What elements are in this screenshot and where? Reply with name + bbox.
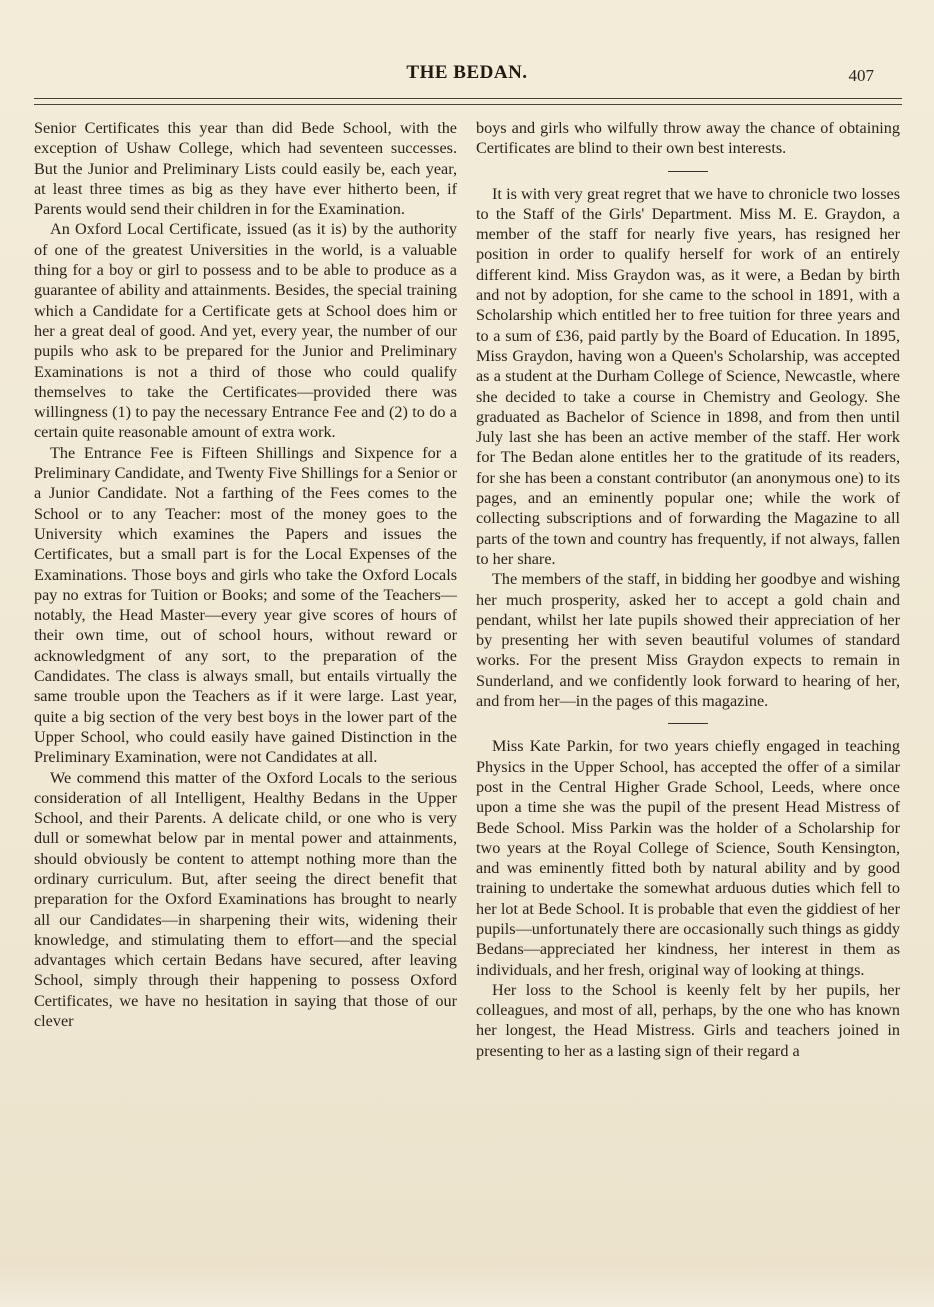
right-column	[476, 118, 900, 1061]
paragraph: The Entrance Fee is Fifteen Shillings and Sixpence for a Preliminary Candidate, and Twenty Five Shillings for a Senior or a Junior Candidate. Not a farthing of the Fees comes to the School or to any Teacher: most of the money goes to the University which examines the Papers and issues the Certificates, but a small part is for the Local Expenses of the Examinations. Those boys and girls who take the Oxford Locals pay no extras for Tuition or Books; and some of the Teachers—notably, the Head Master—every year give scores of hours of their own time, out of school hours, without reward or acknowledgment of any sort, to the preparation of the Candidates. The class is always small, but entails virtually the same trouble upon the Teachers as if it were large. Last year, quite a big section of the very best boys in the lower part of the Upper School, who could easily have gained Distinction in the Preliminary Examination, were not Candidates at all.	[34, 443, 457, 767]
header-rule-bottom	[34, 104, 902, 105]
paragraph: It is with very great regret that we have to chronicle two losses to the Staff of the Girls' Department. Miss M. E. Graydon, a member of the staff for nearly five years, has resigned her position in order to qualify herself for work of an entirely different kind. Miss Graydon was, as it were, a Bedan by birth and not by adoption, for she came to the school in 1891, with a Scholarship which entitled her to free tuition for three years and to a sum of £36, paid partly by the Board of Education. In 1895, Miss Graydon, having won a Queen's Scholarship, was accepted as a student at the Durham College of Science, Newcastle, where she decided to take a course in Chemistry and Geology. She graduated as Bachelor of Science in 1898, and from then until July last she has been an active member of the staff. Her work for The Bedan alone entitles her to the gratitude of its readers, for she has been a constant contributor (an anonymous one) to its pages, and an eminently popular one; while the work of collecting subscriptions and of forwarding the Magazine to all parts of the town and country has frequently, if not always, fallen to her share.	[476, 184, 900, 568]
paragraph: Senior Certificates this year than did Bede School, with the exception of Ushaw College, which had seventeen successes. But the Junior and Preliminary Lists could easily be, each year, at least three times as big as they have ever hitherto been, if Parents would send their children in for the Examination.	[34, 119, 457, 219]
running-title: THE BEDAN.	[406, 62, 528, 83]
paragraph: The members of the staff, in bidding her goodbye and wishing her much prosperity, asked her to accept a gold chain and pendant, whilst her late pupils showed their appreciation of her by presenting her with seven beautiful volumes of standard works. For the present Miss Graydon expects to remain in Sunderland, and we confidently look forward to hearing of her, and from her—in the pages of this magazine.	[476, 570, 900, 711]
paragraph: Miss Kate Parkin, for two years chiefly engaged in teaching Physics in the Upper School, has accepted the offer of a similar post in the Central Higher Grade School, Leeds, where once upon a time she was the pupil of the present Head Mistress of Bede School. Miss Parkin was the holder of a Scholarship for two years at the Royal College of Science, South Kensington, and was eminently fitted both by natural ability and by good training to undertake the somewhat arduous duties which fell to her lot at Bede School. It is probable that even the giddiest of her pupils—unfortunately there are occasionally such things as giddy Bedans—appreciated her kindness, her interest in them as individuals, and her fresh, original way of looking at things.	[476, 737, 900, 979]
left-column	[34, 118, 457, 1031]
header-rule-top	[34, 98, 902, 99]
page-number: 407	[848, 66, 874, 85]
section-separator	[668, 723, 708, 724]
section-separator	[668, 171, 708, 172]
page-header	[0, 62, 934, 92]
paragraph: Her loss to the School is keenly felt by her pupils, her colleagues, and most of all, perhaps, by the one who has known her longest, the Head Mistress. Girls and teachers joined in presenting to her as a lasting sign of their regard a	[476, 980, 900, 1060]
paragraph: We commend this matter of the Oxford Locals to the serious consideration of all Intelligent, Healthy Bedans in the Upper School, and their Parents. A delicate child, or one who is very dull or somewhat below par in mental power and attainments, should obviously be content to attempt nothing more than the ordinary curriculum. But, after seeing the direct benefit that preparation for the Oxford Examinations has brought to nearly all our Candidates—in sharpening their wits, widening their knowledge, and stimulating them to effort—and the special advantages which certain Bedans have secured, after leaving School, simply through their happening to possess Oxford Certificates, we have no hesitation in saying that those of our clever	[34, 768, 457, 1031]
paragraph: An Oxford Local Certificate, issued (as it is) by the authority of one of the greatest Universities in the world, is a valuable thing for a boy or girl to possess and to be able to produce as a guarantee of ability and attainments. Besides, the special training which a Candidate for a Certificate gets at School does him or her a great deal of good. And yet, every year, the number of our pupils who ask to be prepared for the Junior and Preliminary Examinations is not a third of those who could qualify themselves to take the Certificates—provided there was willingness (1) to pay the necessary Entrance Fee and (2) to do a certain quite reasonable amount of extra work.	[34, 220, 457, 442]
paragraph: boys and girls who wilfully throw away the chance of obtaining Certificates are blind to their own best interests.	[476, 119, 900, 158]
page-edge-wear	[0, 1267, 934, 1307]
